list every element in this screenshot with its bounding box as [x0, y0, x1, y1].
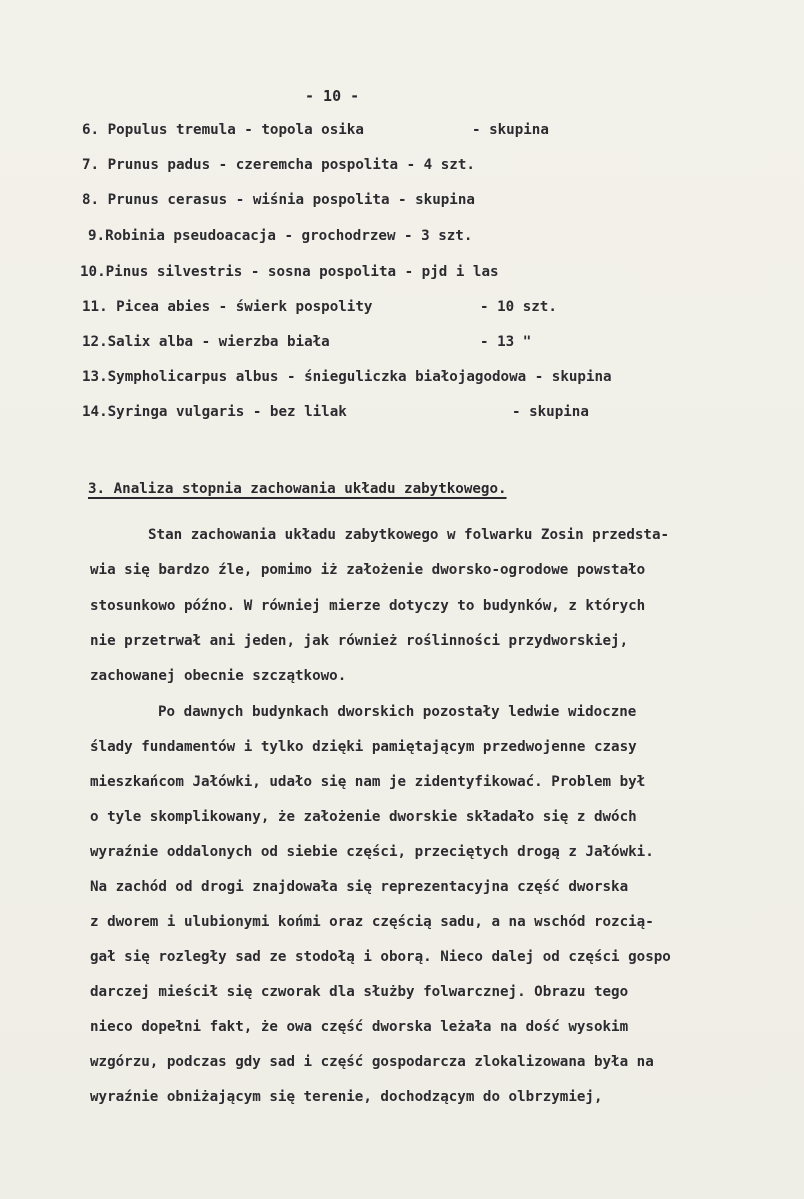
paragraph-line: Stan zachowania układu zabytkowego w folwarku Zosin przedsta-: [148, 527, 670, 543]
paragraph-line: z dworem i ulubionymi końmi oraz częścią sadu, a na wschód rozcią-: [90, 914, 654, 930]
paragraph-line: Na zachód od drogi znajdowała się reprezentacyjna część dworska: [90, 879, 629, 895]
plant-quantity: - 10 szt.: [480, 299, 557, 315]
plant-name: 7. Prunus padus - czeremcha pospolita - 4 szt.: [82, 157, 475, 173]
paragraph-line: darczej mieścił się czworak dla służby folwarcznej. Obrazu tego: [90, 984, 629, 1000]
paragraph-line: wyraźnie oddalonych od siebie części, przeciętych drogą z Jałówki.: [90, 844, 654, 860]
plant-name: 13.Sympholicarpus albus - śnieguliczka białojagodowa - skupina: [82, 369, 612, 385]
plant-name: 12.Salix alba - wierzba biała: [82, 334, 330, 350]
plant-name: 9.Robinia pseudoacacja - grochodrzew - 3 szt.: [88, 228, 473, 244]
paragraph-line: nie przetrwał ani jeden, jak również roślinności przydworskiej,: [90, 633, 629, 649]
plant-quantity: - skupina: [512, 404, 589, 420]
section-heading: 3. Analiza stopnia zachowania układu zabytkowego.: [88, 481, 507, 497]
plant-quantity: - 13 ": [480, 334, 532, 350]
plant-name: 14.Syringa vulgaris - bez lilak: [82, 404, 347, 420]
plant-name: 11. Picea abies - świerk pospolity: [82, 299, 373, 315]
paragraph-line: stosunkowo późno. W równiej mierze dotyczy to budynków, z których: [90, 598, 646, 614]
page-number: - 10 -: [305, 87, 360, 105]
paragraph-line: wzgórzu, podczas gdy sad i część gospodarcza zlokalizowana była na: [90, 1054, 654, 1070]
plant-name: 8. Prunus cerasus - wiśnia pospolita - skupina: [82, 192, 475, 208]
plant-name: 10.Pinus silvestris - sosna pospolita - pjd i las: [80, 264, 499, 280]
paragraph-line: gał się rozległy sad ze stodołą i oborą. Nieco dalej od części gospo: [90, 949, 671, 965]
paragraph-line: wia się bardzo źle, pomimo iż założenie dworsko-ogrodowe powstało: [90, 562, 646, 578]
paragraph-line: nieco dopełni fakt, że owa część dworska leżała na dość wysokim: [90, 1019, 629, 1035]
paragraph-line: Po dawnych budynkach dworskich pozostały ledwie widoczne: [158, 704, 637, 720]
paragraph-line: ślady fundamentów i tylko dzięki pamiętającym przedwojenne czasy: [90, 739, 637, 755]
plant-quantity: - skupina: [472, 122, 549, 138]
paragraph-line: zachowanej obecnie szczątkowo.: [90, 668, 347, 684]
paragraph-line: wyraźnie obniżającym się terenie, dochodzącym do olbrzymiej,: [90, 1089, 603, 1105]
plant-name: 6. Populus tremula - topola osika: [82, 122, 364, 138]
paragraph-line: o tyle skomplikowany, że założenie dworskie składało się z dwóch: [90, 809, 637, 825]
paragraph-line: mieszkańcom Jałówki, udało się nam je zidentyfikować. Problem był: [90, 774, 646, 790]
